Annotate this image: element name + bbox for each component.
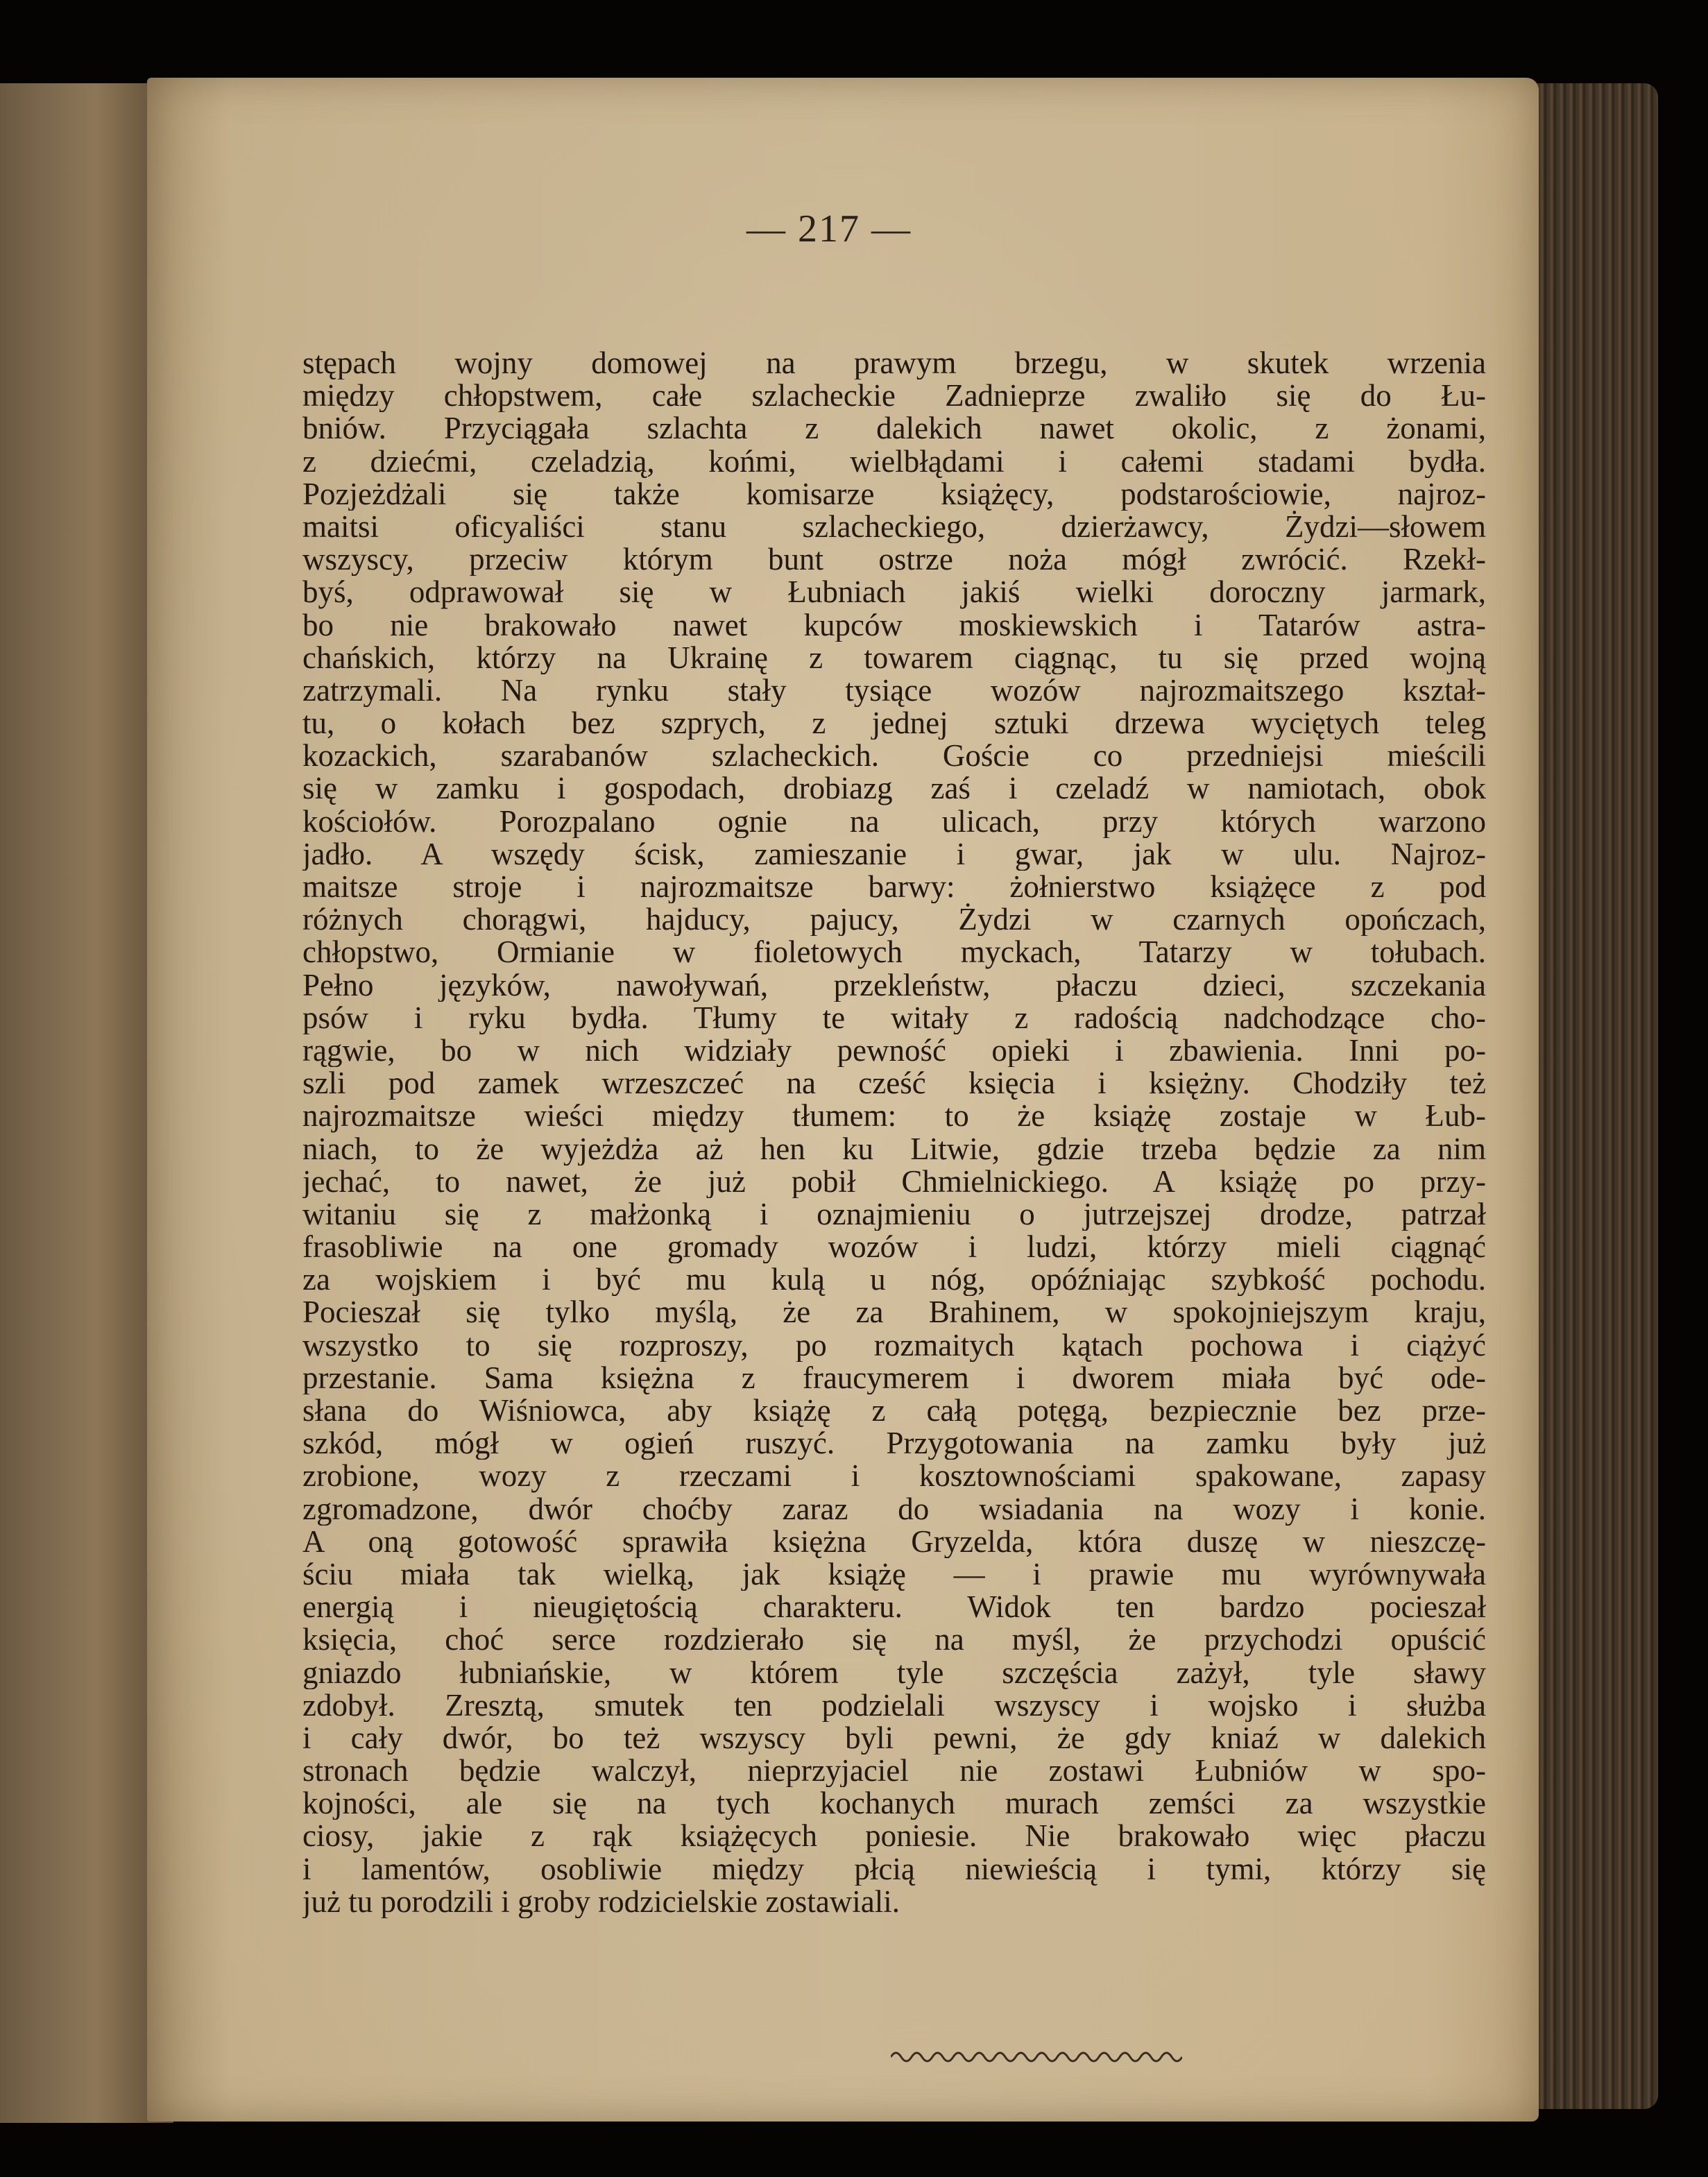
text-line: Pocieszał się tylko myślą, że za Brahinem, w spokojniejszym kraju, [302,1296,1486,1329]
text-line: różnych chorągwi, hajducy, pajucy, Żydzi w czarnych opończach, [302,903,1486,937]
page-number: — 217 — [746,207,912,250]
text-line: za wojskiem i być mu kulą u nóg, opóźniając szybkość pochodu. [302,1263,1486,1297]
text-line: kościołów. Porozpalano ognie na ulicach, przy których warzono [302,805,1486,838]
text-line: między chłopstwem, całe szlacheckie Zadnieprze zwaliło się do Łu- [302,379,1486,413]
page-stack-edges [1519,83,1658,2109]
text-line: zatrzymali. Na rynku stały tysiące wozów najrozmaitszego kształ- [302,674,1486,708]
text-line: z dziećmi, czeladzią, końmi, wielbłądami i całemi stadami bydła. [302,445,1486,478]
text-line: Pozjeżdżali się także komisarze książęcy, podstarościowie, najroz- [302,477,1486,511]
text-line: maitsi oficyaliści stanu szlacheckiego, dzierżawcy, Żydzi—słowem [302,510,1486,544]
text-line: jadło. A wszędy ścisk, zamieszanie i gwar, jak w ulu. Najroz- [302,837,1486,871]
text-line: i lamentów, osobliwie między płcią niewieścią i tymi, którzy się [302,1852,1486,1886]
text-line: bniów. Przyciągała szlachta z dalekich nawet okolic, z żonami, [302,412,1486,445]
text-line: już tu porodzili i groby rodzicielskie zostawiali. [302,1885,900,1918]
text-line: jechać, to nawet, że już pobił Chmielnickiego. A książę po przy- [302,1165,1486,1198]
text-line: i cały dwór, bo też wszyscy byli pewni, że gdy kniaź w dalekich [302,1721,1486,1755]
text-line: A oną gotowość sprawiła księżna Gryzelda, która duszę w nieszczę- [302,1525,1486,1558]
text-line: gniazdo łubniańskie, w którem tyle szczęścia zażył, tyle sławy [302,1656,1486,1689]
text-line: tu, o kołach bez szprych, z jednej sztuki drzewa wyciętych teleg [302,707,1486,740]
text-line: rągwie, bo w nich widziały pewność opieki i zbawienia. Inni po- [302,1034,1486,1068]
text-line: bo nie brakowało nawet kupców moskiewskich i Tatarów astra- [302,608,1486,642]
text-line: psów i ryku bydła. Tłumy te witały z radością nadchodzące cho- [302,1001,1486,1034]
text-line: ściu miała tak wielką, jak książę — i prawie mu wyrównywała [302,1557,1486,1591]
text-line: byś, odprawował się w Łubniach jakiś wielki doroczny jarmark, [302,576,1486,609]
text-line: chłopstwo, Ormianie w fioletowych myckach, Tatarzy w tołubach. [302,936,1486,969]
text-line: kozackich, szarabanów szlacheckich. Goście co przedniejsi mieścili [302,740,1486,773]
text-line: najrozmaitsze wieści między tłumem: to że książę zostaje w Łub- [302,1100,1486,1133]
text-line: wszyscy, przeciw którym bunt ostrze noża mógł zwrócić. Rzekł- [302,543,1486,577]
text-line: maitsze stroje i najrozmaitsze barwy: żołnierstwo książęce z pod [302,871,1486,904]
text-line: chańskich, którzy na Ukrainę z towarem ciągnąc, tu się przed wojną [302,641,1486,674]
wavy-line-ornament-icon [891,2047,1182,2067]
text-line: stępach wojny domowej na prawym brzegu, w skutek wrzenia [302,347,1486,380]
text-line: niach, to że wyjeżdża aż hen ku Litwie, gdzie trzeba będzie za nim [302,1132,1486,1166]
text-line: ciosy, jakie z rąk książęcych poniesie. Nie brakowało więc płaczu [302,1820,1486,1853]
text-line: zgromadzone, dwór choćby zaraz do wsiadania na wozy i konie. [302,1492,1486,1526]
text-line: witaniu się z małżonką i oznajmieniu o jutrzejszej drodze, patrzał [302,1197,1486,1231]
book-page [147,78,1539,2121]
text-line: szli pod zamek wrzeszczeć na cześć księcia i księżny. Chodziły też [302,1067,1486,1100]
text-line: przestanie. Sama księżna z fraucymerem i dworem miała być ode- [302,1361,1486,1394]
text-line: się w zamku i gospodach, drobiazg zaś i czeladź w namiotach, obok [302,772,1486,805]
text-line: zrobione, wozy z rzeczami i kosztownościami spakowane, zapasy [302,1460,1486,1493]
text-line: wszystko to się rozproszy, po rozmaitych kątach pochowa i ciążyć [302,1329,1486,1362]
text-line: energią i nieugiętością charakteru. Widok ten bardzo pocieszał [302,1591,1486,1624]
body-text [302,347,1486,1918]
text-line: stronach będzie walczył, nieprzyjaciel nie zostawi Łubniów w spo- [302,1755,1486,1788]
text-line: Pełno języków, nawoływań, przekleństw, płaczu dzieci, szczekania [302,968,1486,1002]
text-line: zdobył. Zresztą, smutek ten podzielali wszyscy i wojsko i służba [302,1689,1486,1722]
text-line: kojności, ale się na tych kochanych murach zemści za wszystkie [302,1787,1486,1820]
text-line: szkód, mógł w ogień ruszyć. Przygotowania na zamku były już [302,1427,1486,1460]
text-line: księcia, choć serce rozdzierało się na myśl, że przychodzi opuścić [302,1623,1486,1657]
text-line: frasobliwie na one gromady wozów i ludzi, którzy mieli ciągnąć [302,1231,1486,1264]
text-line: słana do Wiśniowca, aby książę z całą potęgą, bezpiecznie bez prze- [302,1394,1486,1428]
